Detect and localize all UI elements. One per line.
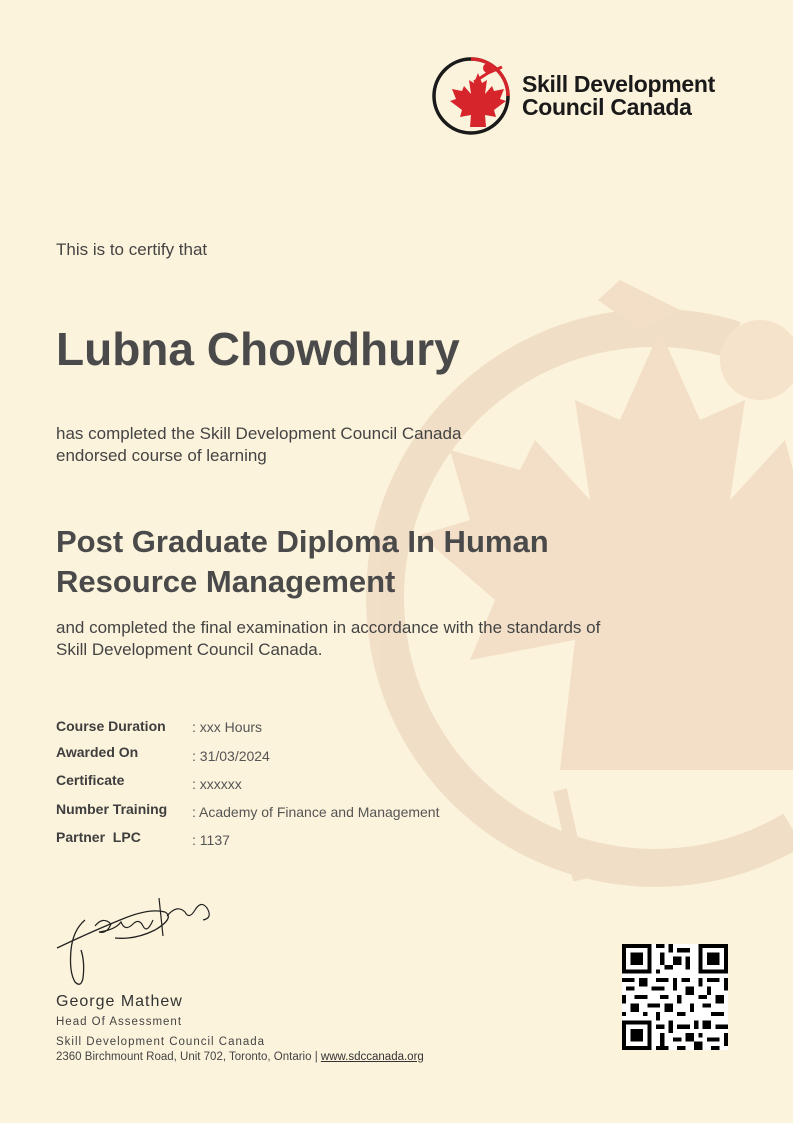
course-title [56, 522, 676, 602]
awarded-on-value: : 31/03/2024 [192, 748, 270, 764]
course-title-line-1: Post Graduate Diploma In Human [56, 524, 549, 559]
completion-statement [56, 423, 616, 467]
signature [55, 890, 215, 990]
partner-lpc-value: : 1137 [192, 832, 230, 848]
certify-intro: This is to certify that [56, 240, 208, 259]
website-link[interactable]: www.sdccanada.org [320, 1051, 424, 1063]
awarded-on-label: Awarded On [56, 744, 139, 760]
course-title-line-2: Resource Management [56, 564, 396, 599]
standards-line-2: Skill Development Council Canada. [56, 640, 323, 659]
certificate-details [56, 718, 516, 858]
completion-line-1: has completed the Skill Development Council Canada [56, 424, 462, 443]
logo-line-1: Skill Development [522, 71, 716, 97]
certificate-label: Certificate [56, 772, 125, 788]
signer-role: Head Of Assessment [56, 1016, 183, 1028]
partner-lpc-label: Partner LPC [56, 829, 141, 845]
number-training-value: : Academy of Finance and Management [192, 804, 440, 820]
certificate-value: : xxxxxx [192, 776, 242, 792]
course-duration-value: : xxx Hours [192, 719, 263, 735]
organization-address [56, 1051, 424, 1063]
logo-line-2: Council Canada [522, 94, 692, 120]
qr-code-icon[interactable] [622, 944, 728, 1050]
recipient-name: Lubna Chowdhury [56, 323, 460, 375]
logo-wordmark [522, 73, 715, 119]
address-text: 2360 Birchmount Road, Unit 702, Toronto, Ontario | [56, 1051, 318, 1063]
standards-statement [56, 617, 696, 661]
course-duration-label: Course Duration [56, 718, 166, 734]
number-training-label: Number Training [56, 801, 168, 817]
maple-leaf-logo-icon [430, 55, 512, 137]
organization-name: Skill Development Council Canada [56, 1036, 266, 1048]
signer-name: George Mathew [56, 993, 183, 1010]
completion-line-2: endorsed course of learning [56, 446, 267, 465]
sdcc-logo [430, 55, 750, 140]
standards-line-1: and completed the final examination in accordance with the standards of [56, 618, 601, 637]
